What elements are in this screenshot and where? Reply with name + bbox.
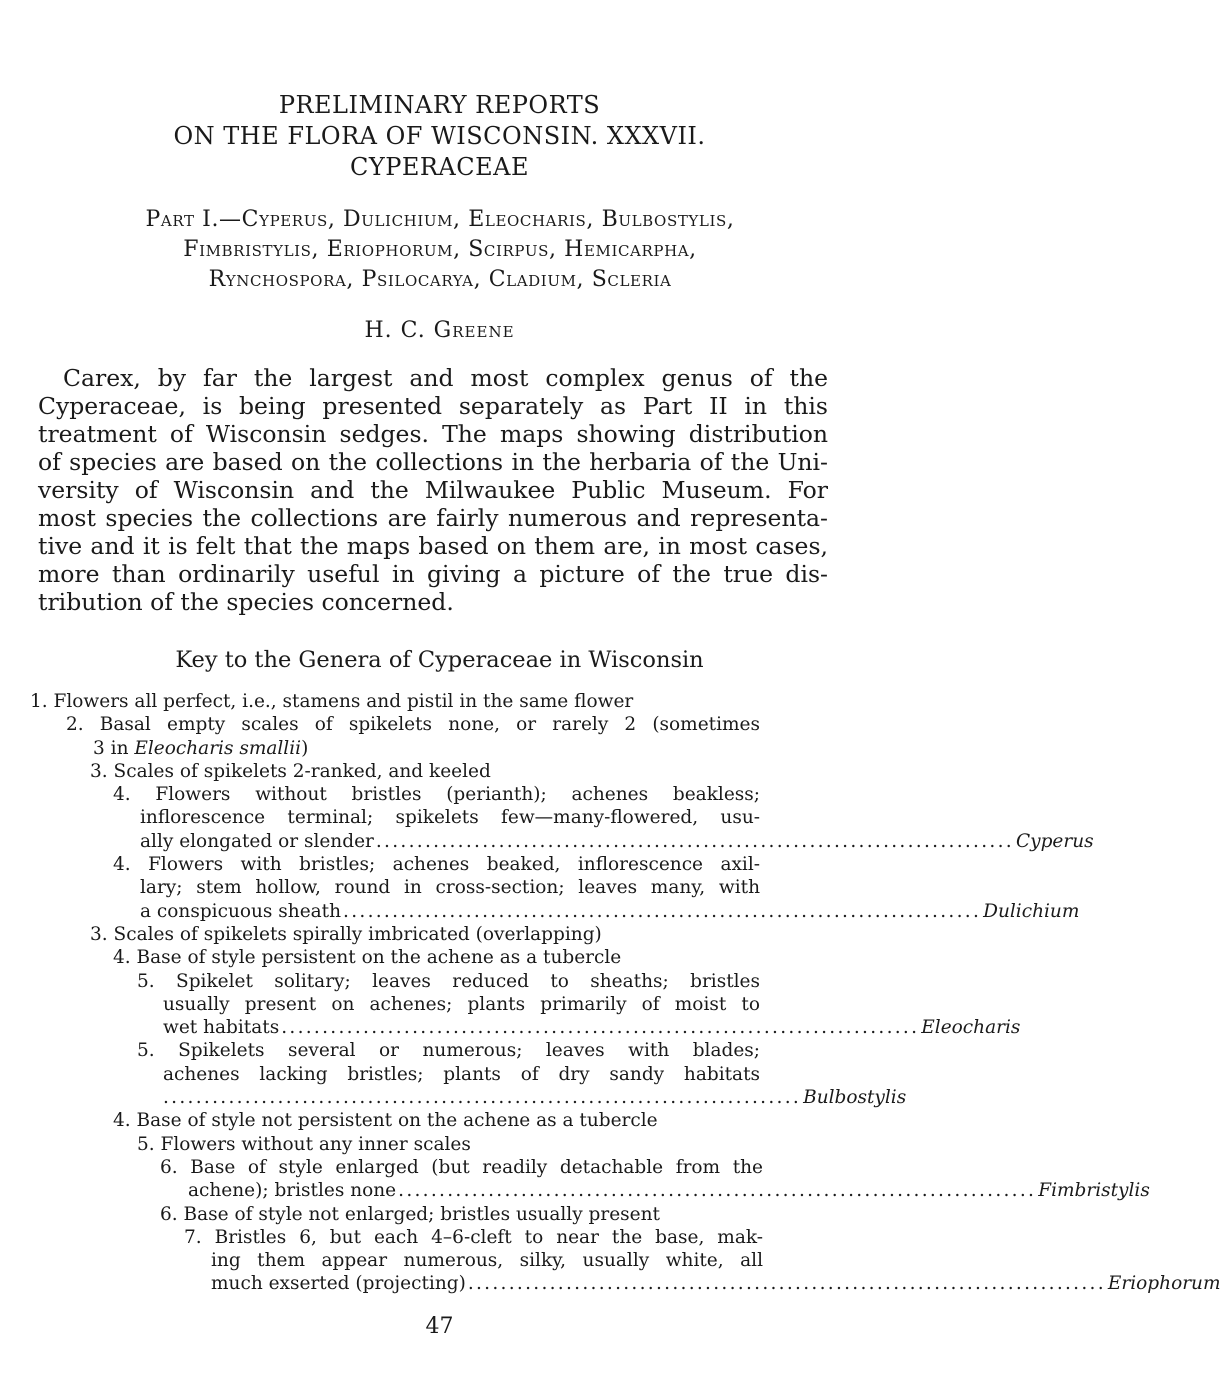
genus-name: Bulbostylis: [803, 1087, 907, 1109]
dot-leader: ..............................................................................: [375, 830, 1014, 852]
intro-line: Carex, by far the largest and most complex genus of the: [63, 364, 828, 392]
intro-line: most species the collections are fairly numerous and representa-: [38, 504, 828, 532]
key-line: ally elongated or slender .............................................................................. Cyperus: [140, 830, 1094, 852]
key-line: achenes lacking bristles; plants of dry sandy habitats: [163, 1063, 760, 1085]
genus-name: Cyperus: [1015, 830, 1094, 852]
genus-name: Fimbristylis: [1038, 1180, 1150, 1202]
genus-name: Eleocharis: [921, 1017, 1021, 1039]
key-line: 4. Flowers with bristles; achenes beaked, inflorescence axil-: [113, 854, 760, 876]
key-line: 5. Spikelet solitary; leaves reduced to sheaths; bristles: [137, 970, 760, 992]
dot-leader: ..............................................................................: [467, 1273, 1106, 1295]
part-line: Fimbristylis, Eriophorum, Scirpus, Hemicarpha,: [183, 237, 697, 262]
key-line: 4. Base of style persistent on the achene as a tubercle: [113, 947, 622, 969]
key-line: 1. Flowers all perfect, i.e., stamens and pistil in the same flower: [30, 691, 634, 712]
key-line: 3. Scales of spikelets 2-ranked, and keeled: [90, 760, 491, 782]
intro-line: treatment of Wisconsin sedges. The maps showing distribution: [38, 420, 828, 448]
key-line: 3. Scales of spikelets spirally imbricated (overlapping): [90, 923, 602, 945]
intro-line: of species are based on the collections in the herbaria of the Uni-: [38, 448, 828, 476]
page-number: 47: [425, 1314, 454, 1339]
intro-line: tive and it is felt that the maps based on them are, in most cases,: [38, 532, 828, 560]
intro-line: Cyperaceae, is being presented separately as Part II in this: [38, 392, 828, 420]
title-line: ON THE FLORA OF WISCONSIN. XXXVII.: [173, 122, 706, 150]
key-line: wet habitats .............................................................................. Eleocharis: [163, 1017, 1021, 1039]
genera-key: [0, 690, 1221, 1296]
dot-leader: ..............................................................................: [343, 900, 982, 922]
key-line: 4. Flowers without bristles (perianth); achenes beakless;: [113, 784, 760, 806]
key-line: usually present on achenes; plants primarily of moist to: [163, 993, 760, 1015]
key-line: 5. Spikelets several or numerous; leaves with blades;: [137, 1040, 760, 1062]
part-heading: [40, 205, 840, 295]
key-line: [163, 1086, 907, 1109]
key-line: inflorescence terminal; spikelets few—many-flowered, usu-: [140, 807, 760, 829]
key-line: achene); bristles none .............................................................................. Fimbristylis: [188, 1180, 1150, 1202]
intro-paragraph: [38, 364, 828, 616]
key-line: 4. Base of style not persistent on the achene as a tubercle: [113, 1110, 658, 1132]
key-line: lary; stem hollow, round in cross-section; leaves many, with: [140, 877, 760, 899]
key-line: ing them appear numerous, silky, usually white, all: [211, 1250, 763, 1272]
genus-name: Eriophorum: [1107, 1273, 1221, 1295]
key-line: 6. Base of style not enlarged; bristles usually present: [160, 1203, 660, 1225]
dot-leader: ..............................................................................: [281, 1017, 920, 1039]
key-line: much exserted (projecting) .............................................................................. Eriophorum: [211, 1273, 1221, 1295]
part-line: Rynchospora, Psilocarya, Cladium, Scleria: [208, 267, 672, 292]
key-line: 5. Flowers without any inner scales: [137, 1133, 471, 1155]
key-line: 2. Basal empty scales of spikelets none, or rarely 2 (sometimes: [66, 714, 760, 736]
key-line: 6. Base of style enlarged (but readily detachable from the: [160, 1156, 763, 1178]
dot-leader: ..............................................................................: [398, 1180, 1037, 1202]
author-name: H. C. Greene: [364, 318, 515, 343]
dot-leader: ..............................................................................: [163, 1087, 802, 1109]
genus-name: Dulichium: [983, 900, 1080, 922]
key-line: 3 in Eleocharis smallii): [93, 737, 309, 759]
key-heading: Key to the Genera of Cyperaceae in Wisconsin: [175, 647, 704, 673]
part-line: Part I.—Cyperus, Dulichium, Eleocharis, Bulbostylis,: [145, 207, 735, 232]
key-line: a conspicuous sheath .............................................................................. Dulichium: [140, 900, 1080, 922]
intro-line: tribution of the species concerned.: [38, 588, 454, 616]
key-line: 7. Bristles 6, but each 4–6-cleft to near the base, mak-: [184, 1226, 763, 1248]
article-title: [0, 90, 879, 183]
title-line: PRELIMINARY REPORTS: [278, 91, 601, 119]
title-line: CYPERACEAE: [349, 153, 529, 181]
intro-line: more than ordinarily useful in giving a picture of the true dis-: [38, 560, 828, 588]
intro-line: versity of Wisconsin and the Milwaukee Public Museum. For: [38, 476, 828, 504]
